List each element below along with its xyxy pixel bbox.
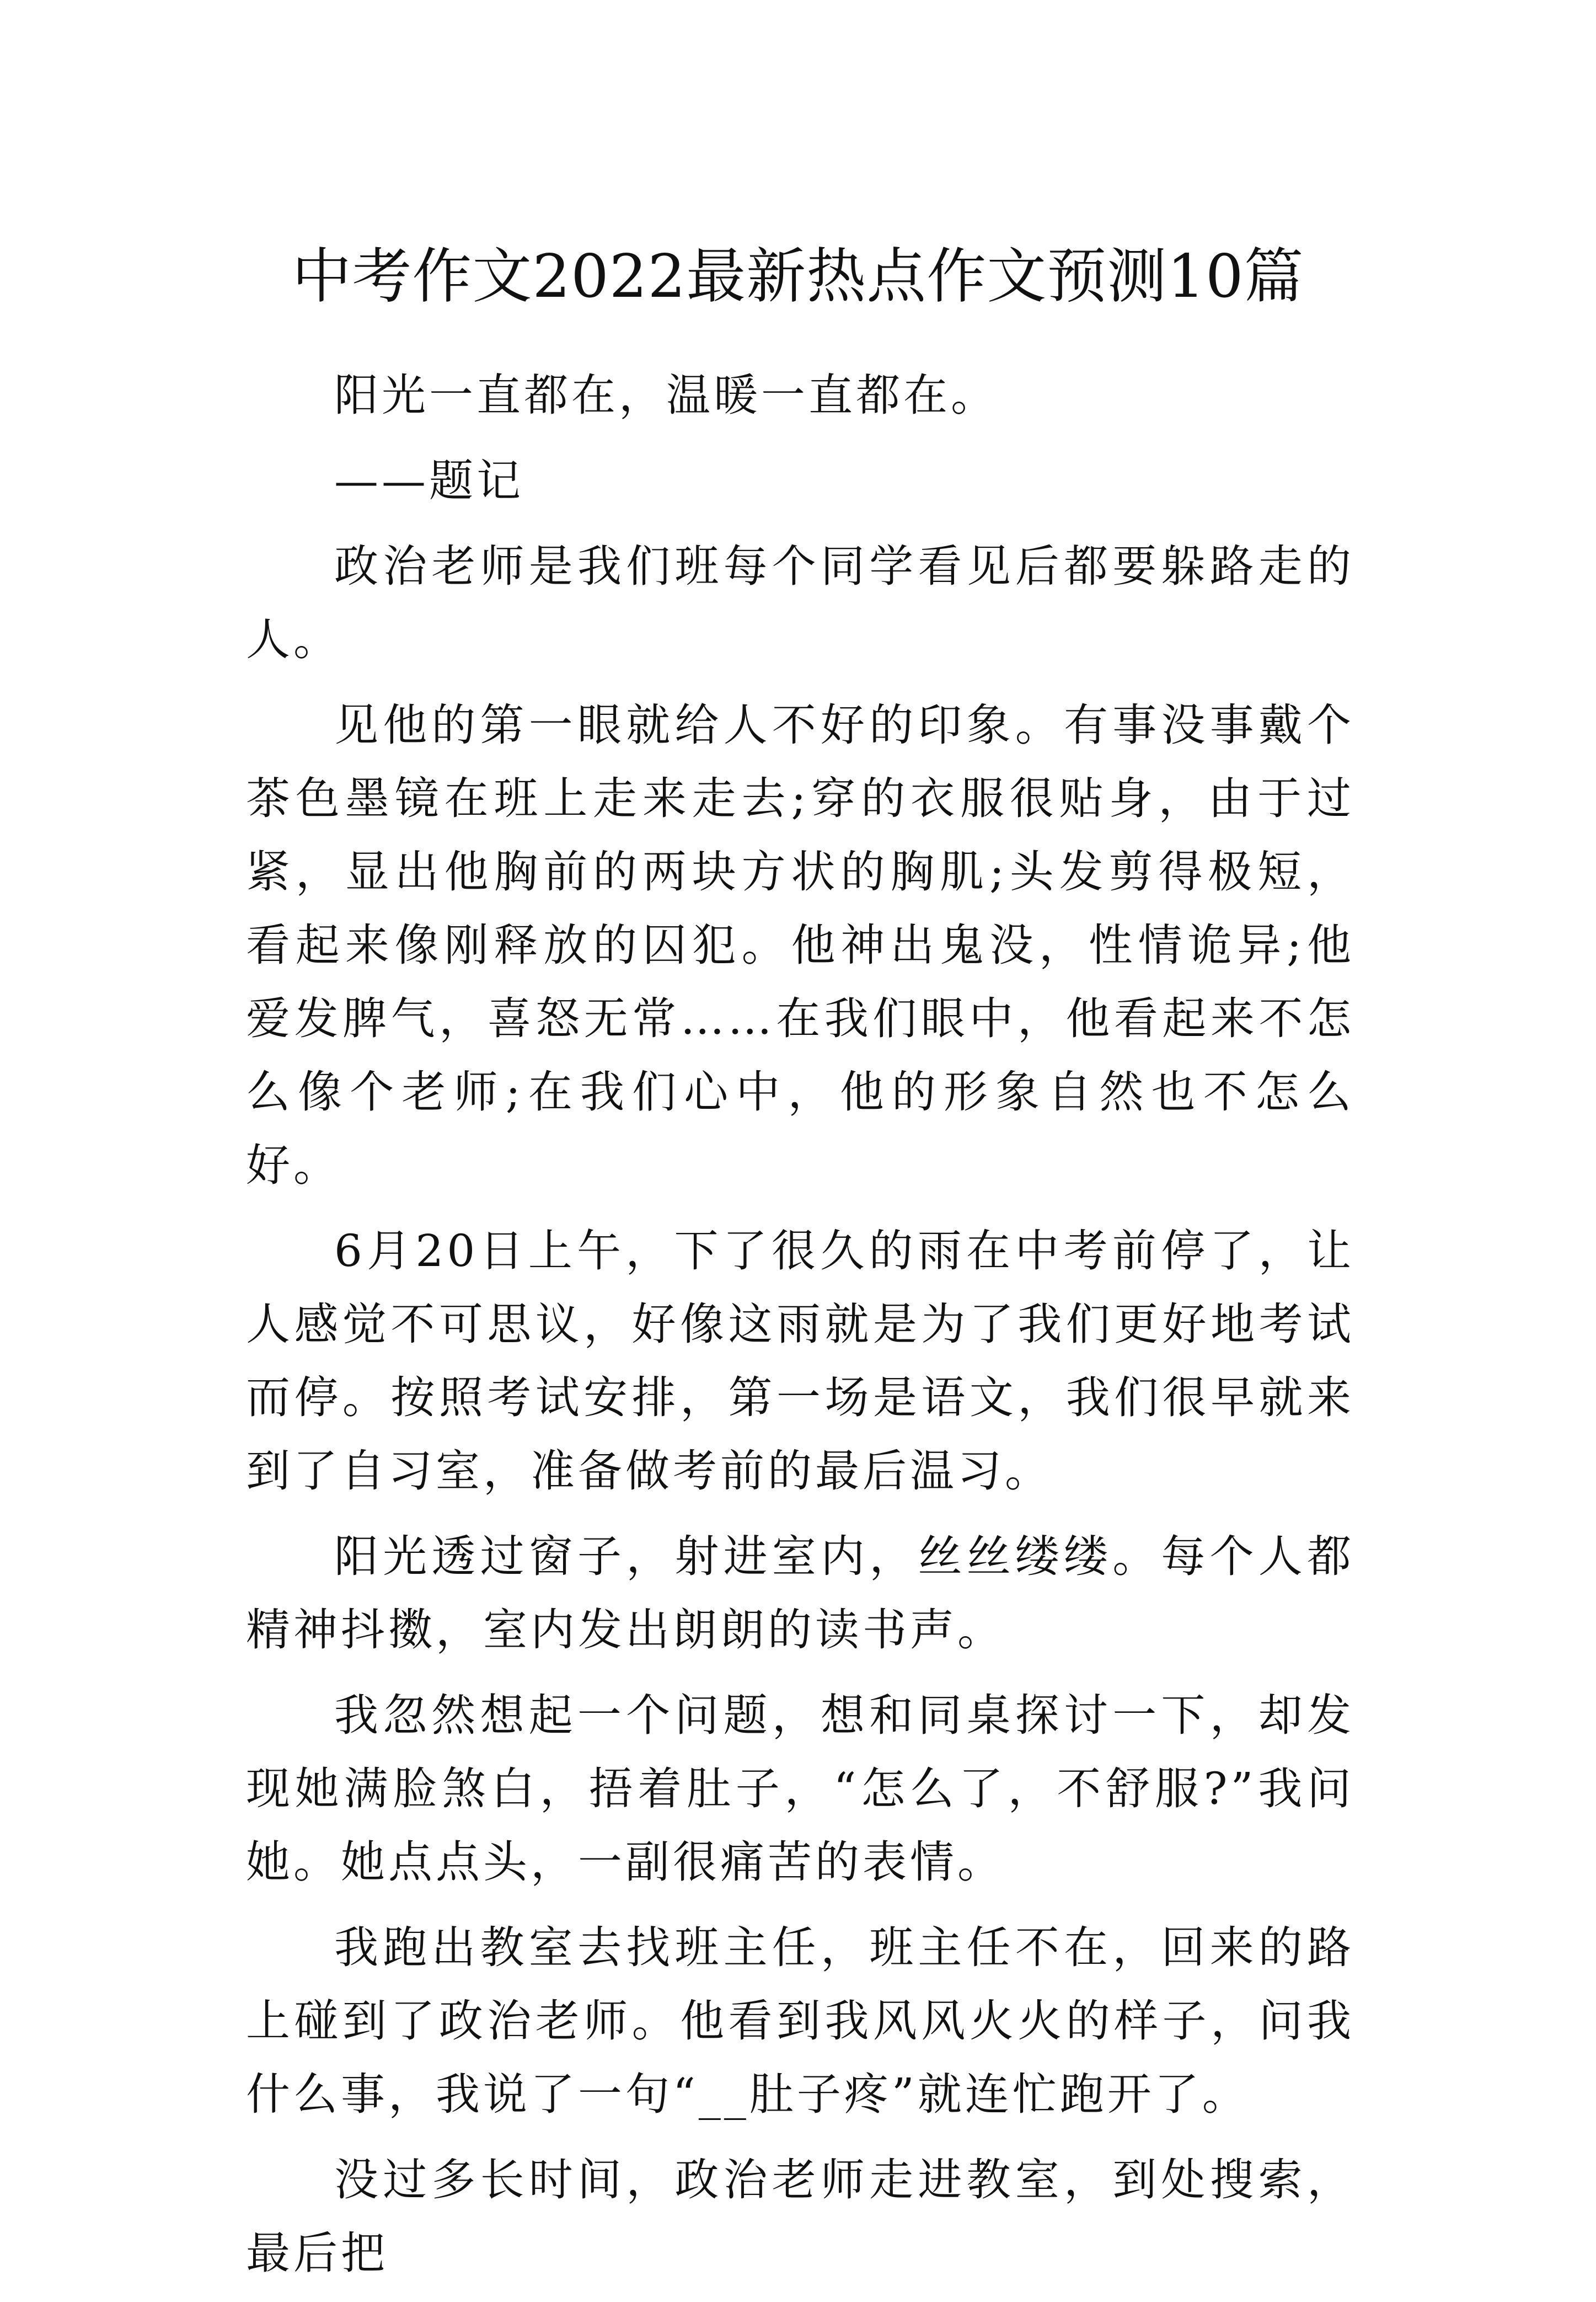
paragraph: 我忽然想起一个问题，想和同桌探讨一下，却发现她满脸煞白，捂着肚子，“怎么了，不舒服?”我问她。她点点头，一副很痛苦的表情。 (246, 1690, 1354, 1888)
paragraph: 我跑出教室去找班主任，班主任不在，回来的路上碰到了政治老师。他看到我风风火火的样子，问我什么事，我说了一句“__肚子疼”就连忙跑开了。 (246, 1922, 1354, 2120)
document-title: 中考作文2022最新热点作文预测10篇 (292, 242, 1304, 312)
paragraph: 政治老师是我们班每个同学看见后都要躲路走的人。 (246, 541, 1354, 665)
epigraph-line: 阳光一直都在，温暖一直都在。 (334, 370, 998, 421)
paragraph: 见他的第一眼就给人不好的印象。有事没事戴个茶色墨镜在班上走来走去;穿的衣服很贴身，由于过紧，显出他胸前的两块方状的胸肌;头发剪得极短，看起来像刚释放的囚犯。他神出鬼没，性情诡异;他爱发脾气，喜怒无常……在我们眼中，他看起来不怎么像个老师;在我们心中，他的形象自然也不怎么好。 (246, 699, 1354, 1191)
paragraph: 没过多长时间，政治老师走进教室，到处搜索，最后把 (246, 2154, 1354, 2279)
epigraph-attribution: ——题记 (334, 455, 524, 506)
paragraph: 阳光透过窗子，射进室内，丝丝缕缕。每个人都精神抖擞，室内发出朗朗的读书声。 (246, 1531, 1354, 1655)
document-body (246, 359, 1354, 2302)
paragraph: 6月20日上午，下了很久的雨在中考前停了，让人感觉不可思议，好像这雨就是为了我们更好地考试而停。按照考试安排，第一场是语文，我们很早就来到了自习室，准备做考前的最后温习。 (246, 1225, 1354, 1497)
